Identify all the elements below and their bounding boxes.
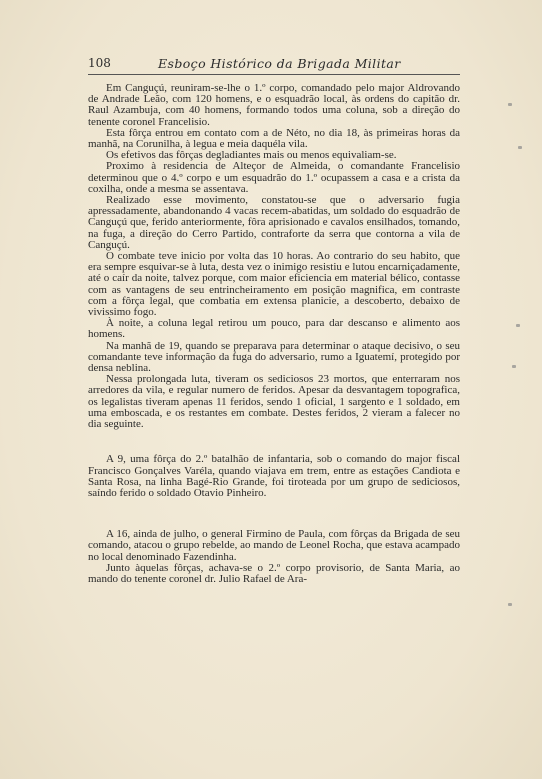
- paragraph: Realizado esse movimento, constatou-se que o adversario fugia apressadamente, abandonando 4 vacas recem-abatidas, um soldado do esquadrão de Canguçú que, ferido anteriormente, fôra aprisionado e cavalos ensilhados, tomando, na fuga, a direção do Cerro Partido, contraforte da serra que contorna a vila de Canguçú.: [88, 194, 460, 251]
- page-number: 108: [88, 56, 111, 70]
- paragraph: Junto àquelas fôrças, achava-se o 2.º corpo provisorio, de Santa Maria, ao mando do tenente coronel dr. Julio Rafael de Ara-: [88, 561, 460, 585]
- paper-speck: [518, 146, 522, 149]
- paragraph: À noite, a coluna legal retirou um pouco, para dar descanso e alimento aos homens.: [88, 317, 460, 341]
- paragraph: A 9, uma fôrça do 2.º batalhão de infantaria, sob o comando do major fiscal Francisco Gonçalves Varéla, quando viajava em trem, entre as estações Candiota e Santa Rosa, na linha Bagé-Rio Grande, foi tiroteada por um grupo de sediciosos, saíndo ferido o soldado Otavio Pinheiro.: [88, 453, 460, 499]
- page-header: [88, 56, 460, 75]
- paragraph: O combate teve inicio por volta das 10 horas. Ao contrario do seu habito, que era sempre esquivar-se à luta, desta vez o inimigo resistiu e lutou encarniçadamente, até o caír da noite, talvez porque, com maior eficiencia em material bélico, contasse com as vantagens de seu entrincheiramento em posição magnifica, em contraste com a fôrça legal, que combatia em extensa planicie, a descoberto, debaixo de vivissimo fogo.: [88, 250, 460, 319]
- running-title: Esboço Histórico da Brigada Militar: [158, 56, 401, 71]
- body-text: [88, 83, 460, 585]
- paragraph: Proximo à residencia de Alteçor de Almeida, o comandante Francelisio determinou que o 4.º corpo e um esquadrão do 1.º ocupassem a casa e a crista da coxilha, onde a mesma se assentava.: [88, 160, 460, 195]
- paragraph: Os efetivos das fôrças degladiantes mais ou menos equivaliam-se.: [106, 149, 397, 162]
- paper-speck: [508, 103, 512, 106]
- paragraph: A 16, ainda de julho, o general Firmino de Paula, com fôrças da Brigada de seu comando, atacou o grupo rebelde, ao mando de Leonel Rocha, que estava acampado no local denominado Fazendinha.: [88, 528, 460, 563]
- paragraph: Na manhã de 19, quando se preparava para determinar o ataque decisivo, o seu comandante teve informação da fuga do adversario, rumo a Iguatemí, protegido por densa neblina.: [88, 339, 460, 375]
- section-gap: [88, 430, 460, 454]
- paper-speck: [512, 365, 516, 368]
- paper-speck: [516, 324, 520, 327]
- paragraph: Em Canguçú, reuniram-se-lhe o 1.º corpo, comandado pelo major Aldrovando de Andrade Leão, com 120 homens, e o esquadrão local, às ordens do capitão dr. Raul Azambuja, com 40 homens, formando todos uma coluna, sob a direção do tenente coronel Francelisio.: [88, 82, 460, 128]
- paper-speck: [508, 603, 512, 606]
- paragraph: Nessa prolongada luta, tiveram os sediciosos 23 mortos, que enterraram nos arredores da vila, e regular numero de feridos. Apesar da desvantagem topografica, os legalistas tiveram apenas 11 feridos, sendo 1 oficial, 1 sargento e 1 soldado, em uma emboscada, e os restantes em combate. Destes feridos, 2 vieram a falecer no dia seguinte.: [88, 373, 460, 431]
- section-gap: [88, 499, 460, 529]
- paragraph: Esta fôrça entrou em contato com a de Néto, no dia 18, às primeiras horas da manhã, na Corunilha, à legua e meia daquéla vila.: [88, 126, 460, 151]
